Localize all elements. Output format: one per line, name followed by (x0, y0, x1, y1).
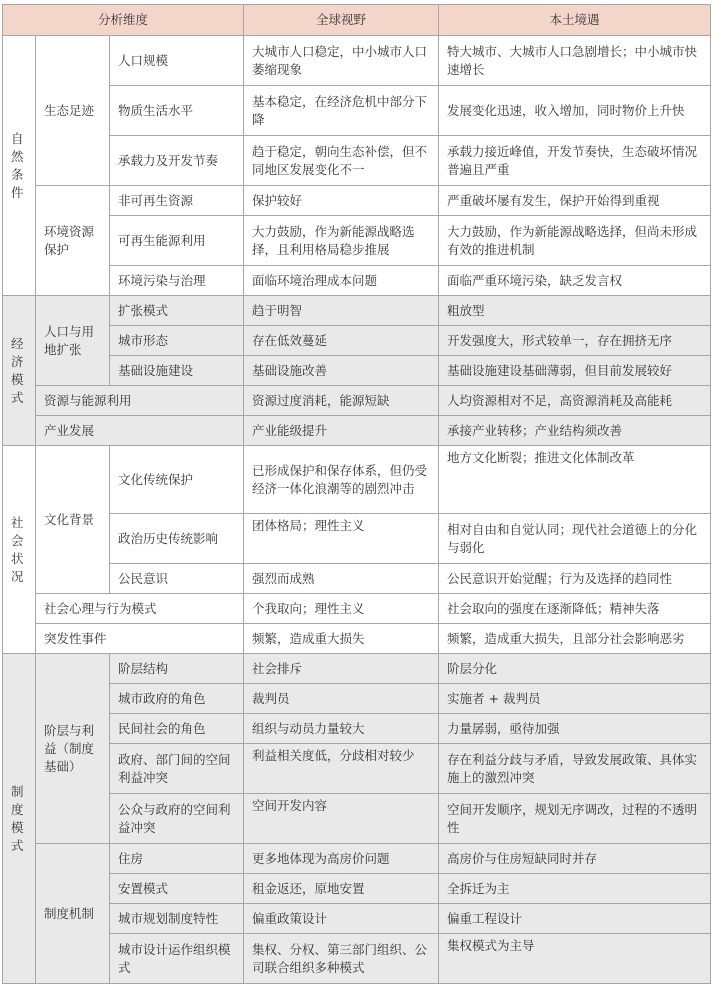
local-cell: 严重破坏屡有发生，保护开始得到重视 (439, 186, 711, 216)
local-cell: 特大城市、大城市人口急剧增长；中小城市快速增长 (439, 36, 711, 86)
group-social (3, 446, 711, 654)
factor-cell: 安置模式 (110, 874, 244, 904)
category-cell: 制 度 模 式 (3, 654, 36, 984)
table-row (3, 446, 711, 514)
factor-cell: 城市规划制度特性 (110, 904, 244, 934)
subcategory-cell: 人口与用地扩张 (36, 296, 110, 386)
local-cell: 频繁，造成重大损失，且部分社会影响恶劣 (439, 624, 711, 654)
subcategory-cell: 突发性事件 (36, 624, 244, 654)
factor-cell: 政府、部门间的空间利益冲突 (110, 744, 244, 794)
factor-cell: 可再生能源利用 (110, 216, 244, 266)
header-local: 本土境遇 (439, 5, 711, 36)
subcategory-cell: 资源与能源利用 (36, 386, 244, 416)
local-cell: 基础设施建设基础薄弱，但目前发展较好 (439, 356, 711, 386)
group-economic (3, 296, 711, 446)
factor-cell: 公众与政府的空间利益冲突 (110, 794, 244, 844)
factor-cell: 政治历史传统影响 (110, 514, 244, 564)
local-cell: 承接产业转移；产业结构须改善 (439, 416, 711, 446)
subcategory-cell: 环境资源保护 (36, 186, 110, 296)
local-cell: 粗放型 (439, 296, 711, 326)
header-global: 全球视野 (244, 5, 439, 36)
local-cell: 人均资源相对不足，高资源消耗及高能耗 (439, 386, 711, 416)
global-cell: 更多地体现为高房价问题 (244, 844, 439, 874)
subcategory-cell: 制度机制 (36, 844, 110, 984)
local-cell: 公民意识开始觉醒；行为及选择的趋同性 (439, 564, 711, 594)
global-cell: 利益相关度低，分歧相对较少 (244, 744, 439, 794)
global-cell: 空间开发内容 (244, 794, 439, 844)
factor-cell: 环境污染与治理 (110, 266, 244, 296)
global-cell: 频繁，造成重大损失 (244, 624, 439, 654)
global-cell: 团体格局；理性主义 (244, 514, 439, 564)
local-cell: 相对自由和自觉认同；现代社会道德上的分化与弱化 (439, 514, 711, 564)
global-cell: 裁判员 (244, 684, 439, 714)
local-cell: 社会取向的强度在逐渐降低；精神失落 (439, 594, 711, 624)
global-cell: 产业能级提升 (244, 416, 439, 446)
global-cell: 大城市人口稳定，中小城市人口萎缩现象 (244, 36, 439, 86)
table-row (3, 744, 711, 794)
global-cell: 保护较好 (244, 186, 439, 216)
global-cell: 趋于明智 (244, 296, 439, 326)
factor-cell: 住房 (110, 844, 244, 874)
group-institutional (3, 654, 711, 984)
subcategory-cell: 阶层与利益（制度基础） (36, 654, 110, 844)
local-cell: 发展变化迅速，收入增加，同时物价上升快 (439, 86, 711, 136)
local-cell: 存在利益分歧与矛盾，导致发展政策、具体实施上的激烈冲突 (439, 744, 711, 794)
local-cell: 全拆迁为主 (439, 874, 711, 904)
factor-cell: 人口规模 (110, 36, 244, 86)
table-row (3, 216, 711, 266)
table-row (3, 266, 711, 296)
local-cell: 空间开发顺序，规划无序调改，过程的不透明性 (439, 794, 711, 844)
table-row (3, 36, 711, 86)
comparison-table (2, 4, 711, 984)
subcategory-cell: 产业发展 (36, 416, 244, 446)
global-cell: 组织与动员力量较大 (244, 714, 439, 744)
global-cell: 已形成保护和保存体系，但仍受经济一体化浪潮等的剧烈冲击 (244, 446, 439, 514)
category-cell: 社 会 状 况 (3, 446, 36, 654)
local-cell: 大力鼓励，作为新能源战略选择，但尚未形成有效的推进机制 (439, 216, 711, 266)
global-cell: 个我取向；理性主义 (244, 594, 439, 624)
factor-cell: 民间社会的角色 (110, 714, 244, 744)
table-row (3, 624, 711, 654)
local-cell: 力量孱弱，亟待加强 (439, 714, 711, 744)
table-row (3, 874, 711, 904)
table-row (3, 356, 711, 386)
local-cell: 地方文化断裂；推进文化体制改革 (439, 446, 711, 514)
global-cell: 资源过度消耗，能源短缺 (244, 386, 439, 416)
table-row (3, 564, 711, 594)
table-row (3, 136, 711, 186)
table-row (3, 386, 711, 416)
category-cell: 经 济 模 式 (3, 296, 36, 446)
local-cell: 集权模式为主导 (439, 934, 711, 984)
local-cell: 承载力接近峰值，开发节奏快，生态破坏情况普遍且严重 (439, 136, 711, 186)
global-cell: 强烈而成熟 (244, 564, 439, 594)
table-row (3, 654, 711, 684)
table-row (3, 794, 711, 844)
table-row (3, 714, 711, 744)
subcategory-cell: 生态足迹 (36, 36, 110, 186)
global-cell: 基本稳定，在经济危机中部分下降 (244, 86, 439, 136)
factor-cell: 物质生活水平 (110, 86, 244, 136)
global-cell: 基础设施改善 (244, 356, 439, 386)
global-cell: 存在低效蔓延 (244, 326, 439, 356)
local-cell: 高房价与住房短缺同时并存 (439, 844, 711, 874)
header-dimension: 分析维度 (3, 5, 244, 36)
global-cell: 社会排斥 (244, 654, 439, 684)
local-cell: 阶层分化 (439, 654, 711, 684)
group-natural (3, 36, 711, 296)
global-cell: 租金返还，原地安置 (244, 874, 439, 904)
table-row (3, 416, 711, 446)
table-row (3, 186, 711, 216)
factor-cell: 城市形态 (110, 326, 244, 356)
local-cell: 面临严重环境污染，缺乏发言权 (439, 266, 711, 296)
table-row (3, 684, 711, 714)
local-cell: 偏重工程设计 (439, 904, 711, 934)
table-row (3, 514, 711, 564)
factor-cell: 承载力及开发节奏 (110, 136, 244, 186)
category-cell: 自 然 条 件 (3, 36, 36, 296)
global-cell: 大力鼓励，作为新能源战略选择，且利用格局稳步推展 (244, 216, 439, 266)
factor-cell: 城市政府的角色 (110, 684, 244, 714)
table-row (3, 934, 711, 984)
global-cell: 集权、分权、第三部门组织、公司联合组织多种模式 (244, 934, 439, 984)
global-cell: 趋于稳定，朝向生态补偿，但不同地区发展变化不一 (244, 136, 439, 186)
global-cell: 偏重政策设计 (244, 904, 439, 934)
local-cell: 实施者 + 裁判员 (439, 684, 711, 714)
factor-cell: 公民意识 (110, 564, 244, 594)
local-cell: 开发强度大，形式较单一，存在拥挤无序 (439, 326, 711, 356)
subcategory-cell: 文化背景 (36, 446, 110, 594)
factor-cell: 文化传统保护 (110, 446, 244, 514)
factor-cell: 扩张模式 (110, 296, 244, 326)
table-row (3, 904, 711, 934)
table-row (3, 326, 711, 356)
table-row (3, 594, 711, 624)
table-row (3, 296, 711, 326)
subcategory-cell: 社会心理与行为模式 (36, 594, 244, 624)
table-row (3, 844, 711, 874)
factor-cell: 非可再生资源 (110, 186, 244, 216)
factor-cell: 基础设施建设 (110, 356, 244, 386)
table-row (3, 86, 711, 136)
global-cell: 面临环境治理成本问题 (244, 266, 439, 296)
factor-cell: 阶层结构 (110, 654, 244, 684)
factor-cell: 城市设计运作组织模式 (110, 934, 244, 984)
header-row (3, 5, 711, 36)
